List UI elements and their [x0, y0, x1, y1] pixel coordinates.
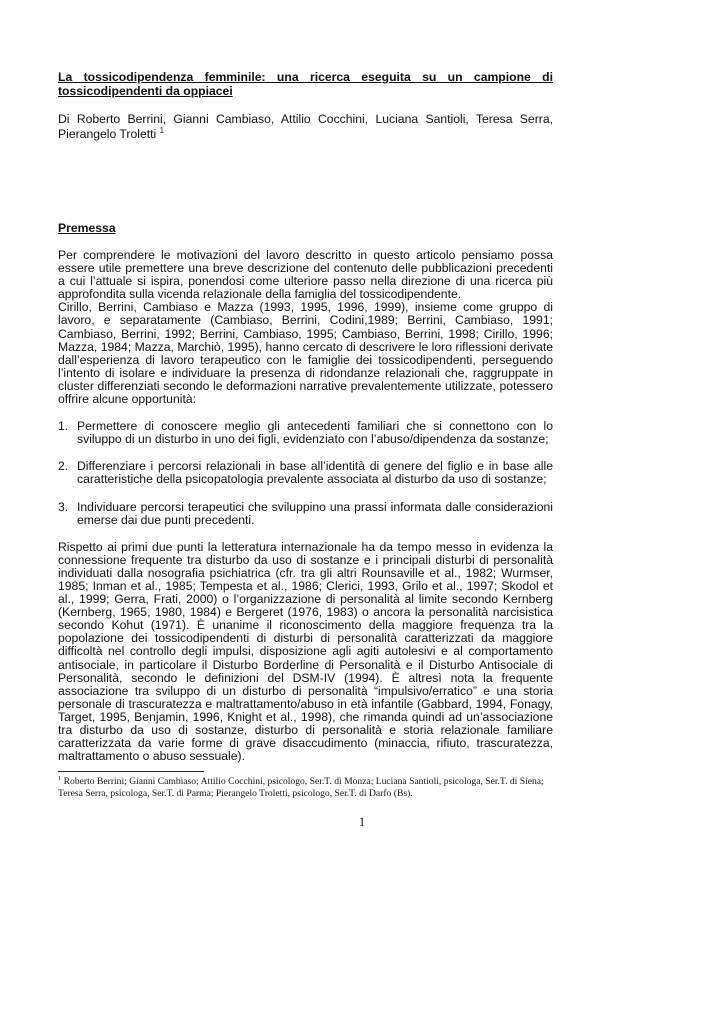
footnote-reference: 1 [159, 125, 165, 135]
section-heading: Premessa [58, 220, 116, 235]
footnote-marker: 1 [58, 775, 62, 783]
footnote-divider [58, 771, 204, 772]
list-item-number: 1. [58, 419, 69, 434]
intro-paragraph: Per comprendere le motivazioni del lavoro descritto in questo articolo pensiamo possa essere utile premettere una breve descrizione del contenuto delle pubblicazioni precedenti a cui l’attuale si ispira, ponendosi come ulteriore passo nella direzione di una ricerca più approfondita sulla vicenda relazionale della famiglia del tossicodipendente. [58, 248, 553, 302]
list-item-text: Permettere di conoscere meglio gli antecedenti familiari che si connettono con lo sviluppo di un disturbo in uno dei figli, evidenziato con l’abuso/dipendenza da sostanze; [77, 419, 553, 447]
list-item-text: Individuare percorsi terapeutici che sviluppino una prassi informata dalle considerazioni emerse dai due punti precedenti. [77, 499, 553, 527]
list-item-number: 2. [58, 459, 69, 474]
footnote-text: Roberto Berrini; Gianni Cambiaso; Attilio Cocchini, psicologo, Ser.T. di Monza; Luciana Santioli, psicologa, Ser.T. di Siena; Teresa Serra, psicologa, Ser.T. di Parma; Pierangelo Troletti, psicologo, Ser.T. di Darfo (Bs). [58, 776, 544, 800]
footnote [58, 776, 553, 800]
list-item-text: Differenziare i percorsi relazionali in base all’identità di genere del figlio e in base alle caratteristiche della psicopatologia prevalente associata al disturbo da uso di sostanze; [77, 459, 553, 487]
author-line [58, 112, 553, 140]
list-item [58, 460, 553, 486]
numbered-list [58, 420, 553, 527]
document-title: La tossicodipendenza femminile: una ricerca eseguita su un campione di tossicodipendenti da oppiacei [58, 70, 553, 99]
list-item [58, 501, 553, 527]
author-names: Di Roberto Berrini, Gianni Cambiaso, Attilio Cocchini, Luciana Santioli, Teresa Serra, Pierangelo Troletti [58, 112, 553, 141]
document-page [58, 70, 553, 800]
literature-paragraph: Rispetto ai primi due punti la letteratura internazionale ha da tempo messo in evidenza la connessione frequente tra disturbo da uso di sostanze e i principali disturbi di personalità individuati dalla nosografia psichiatrica (cfr. tra gli altri Rounsaville et al., 1982; Wurmser, 1985; Inman et al., 1985; Tempesta et al., 1986; Clerici, 1993, Grilo et al., 1997; Skodol et al., 1999; Gerra, Frati, 2000) o l’organizzazione di personalità al limite secondo Kernberg (Kernberg, 1965, 1980, 1984) e Bergeret (1976, 1983) o ancora la personalità narcisistica secondo Kohut (1971). È unanime il riconoscimento della maggiore frequenza tra la popolazione dei tossicodipendenti di disturbi di personalità caratterizzati da maggiore difficoltà nel controllo degli impulsi, disposizione agli agiti autolesivi e al comportamento antisociale, in particolare il Disturbo Borderline di Personalità e il Disturbo Antisociale di Personalità, secondo le definizioni del DSM-IV (1994). È altresì nota la frequente associazione tra sviluppo di un disturbo di personalità “impulsivo/erratico” e una storia personale di trascuratezza e maltrattamento/abuso in età infantile (Gabbard, 1994, Fonagy, Target, 1995, Benjamin, 1996, Knight et al., 1998), che rimanda quindi ad un’associazione tra disturbo da uso di sostanze, disturbo di personalità e storia relazionale familiare caratterizzata da varie forme di grave disaccudimento (minaccia, rifiuto, trascuratezza, maltrattamento o abuso sessuale). [58, 539, 553, 764]
background-paragraph: Cirillo, Berrini, Cambiaso e Mazza (1993, 1995, 1996, 1999), insieme come gruppo di lavoro, e separatamente (Cambiaso, Berrini, Codini,1989; Berrini, Cambiaso, 1991; Cambiaso, Berrini, 1992; Berrini, Cambiaso, 1995; Cambiaso, Berrini, 1998; Cirillo, 1996; Mazza, 1984; Mazza, Marchiò, 1995), hanno cercato di descrivere le loro riflessioni derivate dall’esperienza di lavoro terapeutico con le famiglie dei tossicodipendenti, perseguendo l’intento di isolare e individuare la presenza di ridondanze relazionali che, raggruppate in cluster differenziati secondo le deformazioni narrative prevalentemente utilizzate, potessero offrire alcune opportunità: [58, 300, 553, 407]
page-number: 1 [358, 815, 366, 829]
list-item-number: 3. [58, 499, 69, 514]
list-item [58, 420, 553, 446]
